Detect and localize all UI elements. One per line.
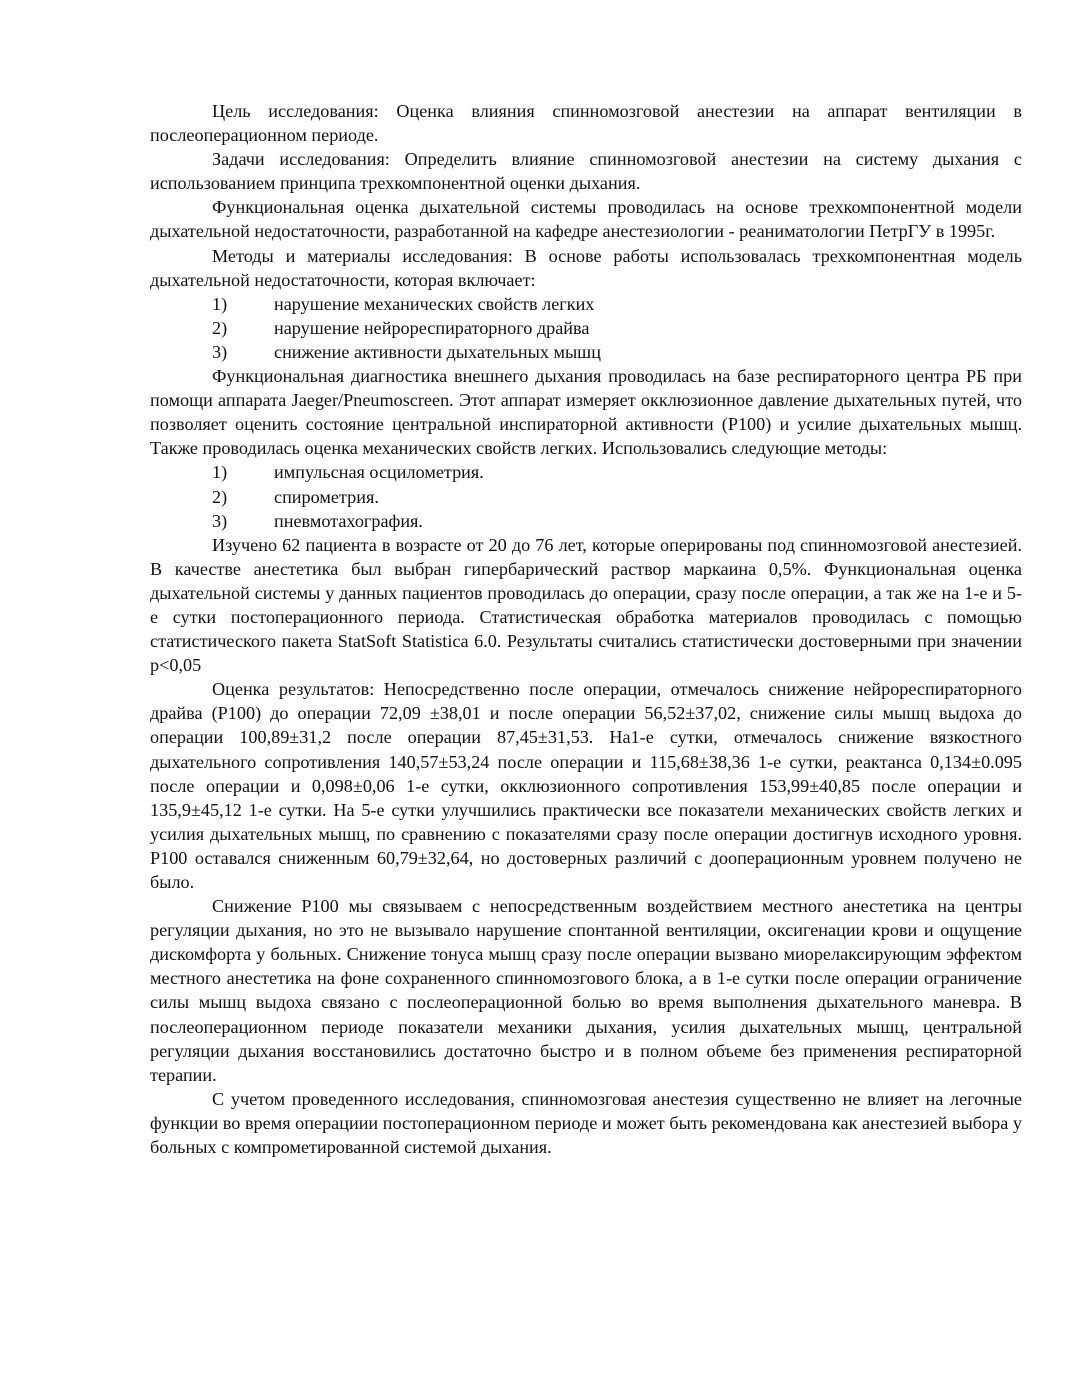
list-item-number: 1) <box>212 293 228 314</box>
paragraph-conclusion: С учетом проведенного исследования, спинномозговая анестезия существенно не влияет на легочные функции во время операциии постоперационном периоде и может быть рекомендована как анестезией выбора у больных с компрометированной системой дыхания. <box>150 1088 1022 1158</box>
list-item <box>150 340 1022 364</box>
list-item-number: 3) <box>212 341 228 362</box>
list-item-text: снижение активности дыхательных мышц <box>274 341 601 362</box>
list-item-number: 2) <box>212 317 228 338</box>
list-item-number: 2) <box>212 486 228 507</box>
list-item <box>150 316 1022 340</box>
document-page <box>150 99 1022 1159</box>
paragraph-p100-decrease: Снижение Р100 мы связываем с непосредственным воздействием местного анестетика на центры регуляции дыхания, но это не вызывало нарушение спонтанной вентиляции, оксигенации крови и ощущение дискомфорта у больных. Снижение тонуса мышц сразу после операции вызвано миорелаксирующим эффектом местного анестетика на фоне сохраненного спинномозгового блока, а в 1-е сутки после операции ограничение силы мышц выдоха связано с послеоперационной болью во время выполнения дыхательного маневра. В послеоперационном периоде показатели механики дыхания, усилия дыхательных мышц, центральной регуляции дыхания восстановились достаточно быстро и в полном объеме без применения респираторной терапии. <box>150 896 1022 1085</box>
paragraph-results: Оценка результатов: Непосредственно после операции, отмечалось снижение нейрореспираторного драйва (P100) до операции 72,09 ±38,01 и после операции 56,52±37,02, снижение силы мышц выдоха до операции 100,89±31,2 после операции 87,45±31,53. На1-е сутки, отмечалось снижение вязкостного дыхательного сопротивления 140,57±53,24 после операции и 115,68±38,36 1-е сутки, реактанса 0,134±0.095 после операции и 0,098±0,06 1-е сутки, окклюзионного сопротивления 153,99±40,85 после операции и 135,9±45,12 1-е сутки. На 5-е сутки улучшились практически все показатели механических свойств легких и усилия дыхательных мышц, по сравнению с показателями сразу после операции достигнув исходного уровня. Р100 оставался сниженным 60,79±32,64, но достоверных различий с дооперационным уровнем получено не было. <box>150 679 1022 892</box>
paragraph-methods: Методы и материалы исследования: В основе работы использовалась трехкомпонентная модель дыхательной недостаточности, которая включает: <box>150 245 1022 290</box>
list-item-text: нарушение нейрореспираторного драйва <box>274 317 590 338</box>
paragraph-functional-assessment: Функциональная оценка дыхательной системы проводилась на основе трехкомпонентной модели дыхательной недостаточности, разработанной на кафедре анестезиологии - реаниматологии ПетрГУ в 1995г. <box>150 197 1022 242</box>
list-item-number: 3) <box>212 510 228 531</box>
paragraph-tasks: Задачи исследования: Определить влияние спинномозговой анестезии на систему дыхания с использованием принципа трехкомпонентной оценки дыхания. <box>150 149 1022 194</box>
list-item-text: импульсная осцилометрия. <box>274 462 484 483</box>
list-item <box>150 485 1022 509</box>
paragraph-diagnostics: Функциональная диагностика внешнего дыхания проводилась на базе респираторного центра РБ при помощи аппарата Jaeger/Pneumoscreen. Этот аппарат измеряет окклюзионное давление дыхательных путей, что позволяет оценить состояние центральной инспираторной активности (Р100) и усилие дыхательных мышц. Также проводилась оценка механических свойств легких. Использовались следующие методы: <box>150 366 1022 459</box>
list-item-text: нарушение механических свойств легких <box>274 293 595 314</box>
paragraph-studied-patients: Изучено 62 пациента в возрасте от 20 до 76 лет, которые оперированы под спинномозговой анестезией. В качестве анестетика был выбран гипербарический раствор маркаина 0,5%. Функциональная оценка дыхательной системы у данных пациентов проводилась до операции, сразу после операции, а так же на 1-е и 5-е сутки постоперационного периода. Статистическая обработка материалов проводилась с помощью статистического пакета StatSoft Statistica 6.0. Результаты считались статистически достоверными при значении p<0,05 <box>150 534 1022 676</box>
list-item <box>150 292 1022 316</box>
list-item-number: 1) <box>212 462 228 483</box>
list-model-components <box>150 292 1022 364</box>
list-item-text: спирометрия. <box>274 486 379 507</box>
list-item <box>150 509 1022 533</box>
list-methods <box>150 460 1022 532</box>
list-item-text: пневмотахография. <box>274 510 423 531</box>
paragraph-goal: Цель исследования: Оценка влияния спинномозговой анестезии на аппарат вентиляции в послеоперационном периоде. <box>150 101 1022 146</box>
list-item <box>150 460 1022 484</box>
